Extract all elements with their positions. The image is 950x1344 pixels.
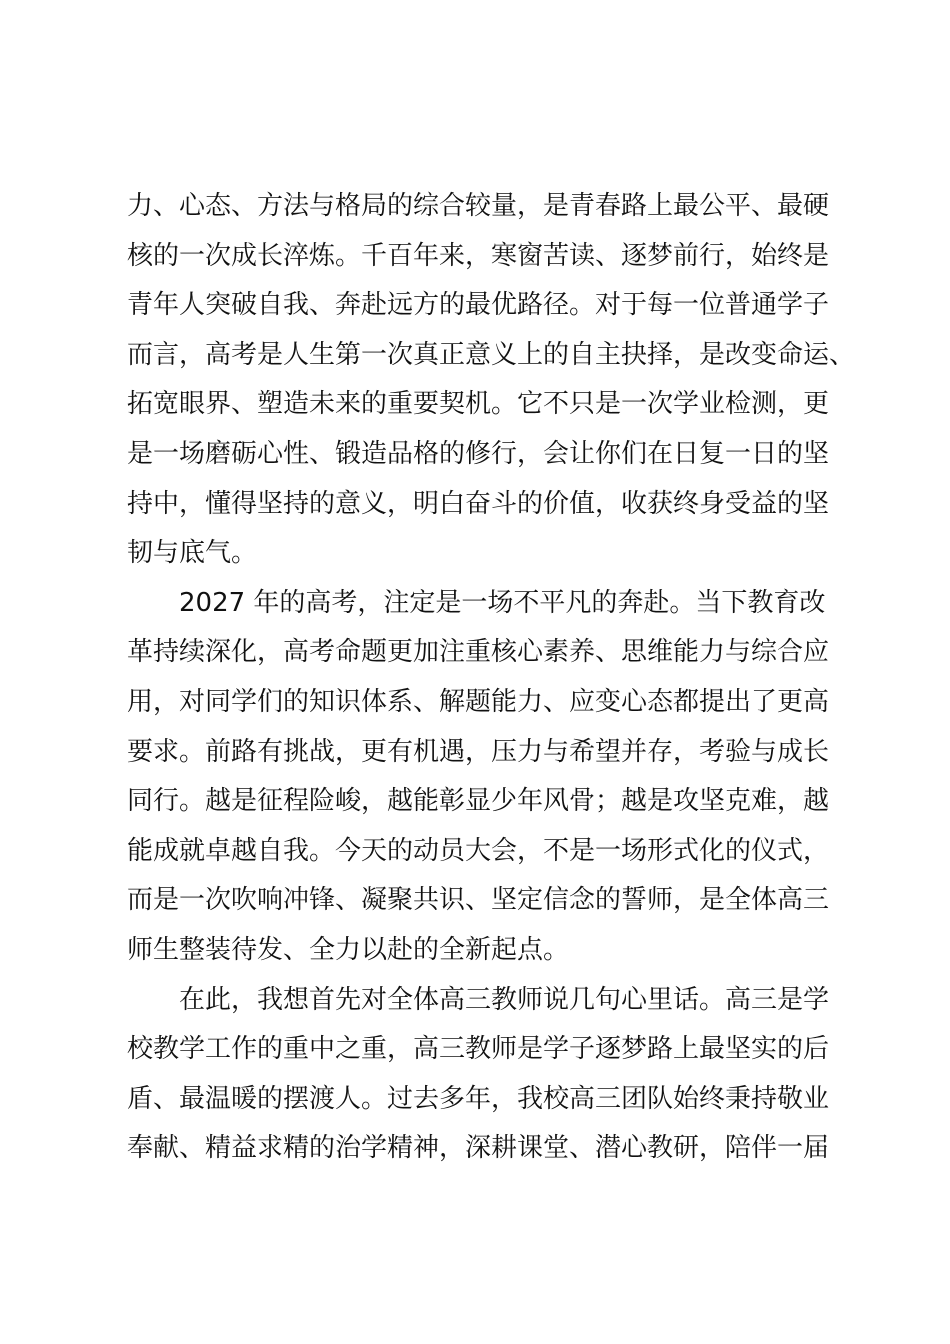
paragraph-line: 是一场磨砺心性、锻造品格的修行，会让你们在日复一日的坚 [127,438,830,469]
paragraph-line: 韧与底气。 [127,538,258,569]
body-text [127,182,856,1174]
paragraph-line: 校教学工作的重中之重，高三教师是学子逐梦路上最坚实的后 [127,1034,830,1065]
paragraph-line: 持中，懂得坚持的意义，明白奋斗的价值，收获终身受益的坚 [127,488,830,519]
paragraph-line: 而言，高考是人生第一次真正意义上的自主抉择，是改变命运、 [127,339,856,370]
paragraph-line: 师生整装待发、全力以赴的全新起点。 [127,934,570,965]
paragraph-first-line: 在此，我想首先对全体高三教师说几句心里话。高三是学 [179,984,830,1015]
paragraph-line: 能成就卓越自我。今天的动员大会，不是一场形式化的仪式， [127,835,830,866]
paragraph-line: 革持续深化，高考命题更加注重核心素养、思维能力与综合应 [127,637,830,668]
paragraph-line: 力、心态、方法与格局的综合较量，是青春路上最公平、最硬 [127,191,830,221]
paragraph-line: 拓宽眼界、塑造未来的重要契机。它不只是一次学业检测，更 [127,389,830,420]
paragraph-line: 用，对同学们的知识体系、解题能力、应变心态都提出了更高 [127,686,830,717]
paragraph-line: 要求。前路有挑战，更有机遇，压力与希望并存，考验与成长 [127,736,830,767]
paragraph-line: 青年人突破自我、奔赴远方的最优路径。对于每一位普通学子 [127,290,830,321]
paragraph-3 [127,976,847,1174]
paragraph-line: 核的一次成长淬炼。千百年来，寒窗苦读、逐梦前行，始终是 [127,240,830,271]
paragraph-line: 盾、最温暖的摆渡人。过去多年，我校高三团队始终秉持敬业 [127,1083,830,1114]
paragraph-line: 同行。越是征程险峻，越能彰显少年风骨；越是攻坚克难，越 [127,786,830,817]
paragraph-line: 而是一次吹响冲锋、凝聚共识、坚定信念的誓师，是全体高三 [127,885,830,916]
paragraph-2 [127,579,847,976]
paragraph-first-line: 2027 年的高考，注定是一场不平凡的奔赴。当下教育改 [179,587,826,618]
paragraph-line: 奉献、精益求精的治学精神，深耕课堂、潜心教研，陪伴一届 [127,1133,830,1164]
paragraph-1 [127,182,856,579]
